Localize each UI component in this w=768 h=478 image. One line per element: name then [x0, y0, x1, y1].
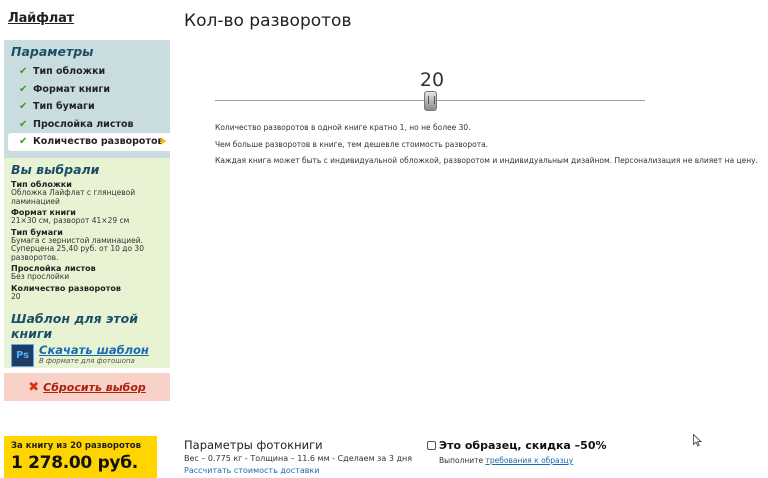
info-text: Чем больше разворотов в книге, тем дешевле стоимость разворота. — [215, 140, 489, 149]
sample-option — [427, 439, 607, 465]
delivery-cost-link[interactable]: Рассчитать стоимость доставки — [184, 466, 320, 475]
check-icon: ✔ — [19, 136, 28, 148]
sidebar-item-label: Количество разворотов — [33, 136, 164, 148]
chosen-value: 21×30 см, разворот 41×29 см — [11, 216, 130, 225]
sidebar-item-label: Тип обложки — [33, 66, 106, 78]
chosen-panel — [4, 158, 170, 368]
sidebar-item-cover-type[interactable] — [4, 63, 170, 81]
sidebar-item-book-format[interactable] — [4, 81, 170, 99]
chosen-label: Тип обложки — [11, 180, 72, 189]
chosen-title: Вы выбрали — [11, 162, 100, 177]
summary-line: Вес – 0.775 кг - Толщина – 11.6 мм - Сделаем за 3 дня — [184, 454, 413, 463]
price-value: 1 278.00 руб. — [11, 453, 138, 473]
chosen-value: Бумага с зернистой ламинацией. Суперцена 25,40 руб. от 10 до 30 разворотов. — [11, 235, 144, 262]
site-logo[interactable]: Лайфлат — [8, 11, 75, 26]
chosen-value: Обложка Лайфлат с глянцевой ламинацией — [11, 188, 136, 206]
reset-label: Сбросить выбор — [43, 380, 146, 394]
check-icon: ✔ — [19, 101, 28, 113]
sidebar-item-sheet-layer[interactable] — [4, 116, 170, 134]
check-icon: ✔ — [19, 66, 28, 78]
sidebar-item-label: Формат книги — [33, 83, 111, 95]
chosen-label: Тип бумаги — [11, 227, 63, 237]
info-text: Количество разворотов в одной книге кратно 1, но не более 30. — [215, 123, 471, 132]
price-label: За книгу из 20 разворотов — [11, 441, 141, 451]
sample-checkbox[interactable] — [427, 441, 436, 450]
download-template[interactable] — [4, 344, 170, 367]
summary-title: Параметры фотокниги — [184, 438, 323, 452]
params-title: Параметры — [11, 44, 94, 59]
slider-value: 20 — [419, 69, 445, 91]
chosen-value: Без прослойки — [11, 272, 70, 281]
photoshop-icon: Ps — [11, 344, 34, 367]
info-text: Каждая книга может быть с индивидуальной обложкой, разворотом и индивидуальным дизайном. Персонализация не влияет на цену. — [215, 156, 758, 165]
params-panel — [4, 40, 170, 158]
chosen-value: 20 — [11, 291, 21, 301]
chosen-label: Прослойка листов — [11, 264, 96, 273]
sample-title[interactable]: Это образец, скидка –50% — [439, 439, 607, 452]
reset-button[interactable] — [4, 373, 170, 401]
sidebar — [4, 40, 170, 401]
active-arrow-icon — [161, 137, 166, 145]
template-title: Шаблон для этой книги — [11, 311, 138, 341]
download-template-sub: В формате для фотошопа — [39, 357, 135, 365]
chosen-label: Количество разворотов — [11, 283, 121, 293]
check-icon: ✔ — [19, 118, 28, 130]
slider-thumb[interactable] — [424, 91, 437, 111]
download-template-link[interactable]: Скачать шаблон — [39, 343, 149, 357]
sidebar-item-label: Тип бумаги — [33, 101, 95, 113]
close-icon: ✖ — [28, 379, 40, 395]
sidebar-item-label: Прослойка листов — [33, 118, 134, 130]
sidebar-item-paper-type[interactable] — [4, 98, 170, 116]
sample-requirements — [427, 456, 607, 465]
sample-requirements-link[interactable]: требования к образцу — [485, 456, 574, 465]
chosen-label: Формат книги — [11, 208, 76, 217]
page-title: Кол-во разворотов — [184, 11, 352, 31]
check-icon: ✔ — [19, 83, 28, 95]
price-box — [4, 436, 157, 478]
book-summary — [184, 438, 412, 475]
sample-req-prefix: Выполните — [439, 456, 484, 465]
sidebar-item-spread-count[interactable] — [8, 133, 170, 151]
